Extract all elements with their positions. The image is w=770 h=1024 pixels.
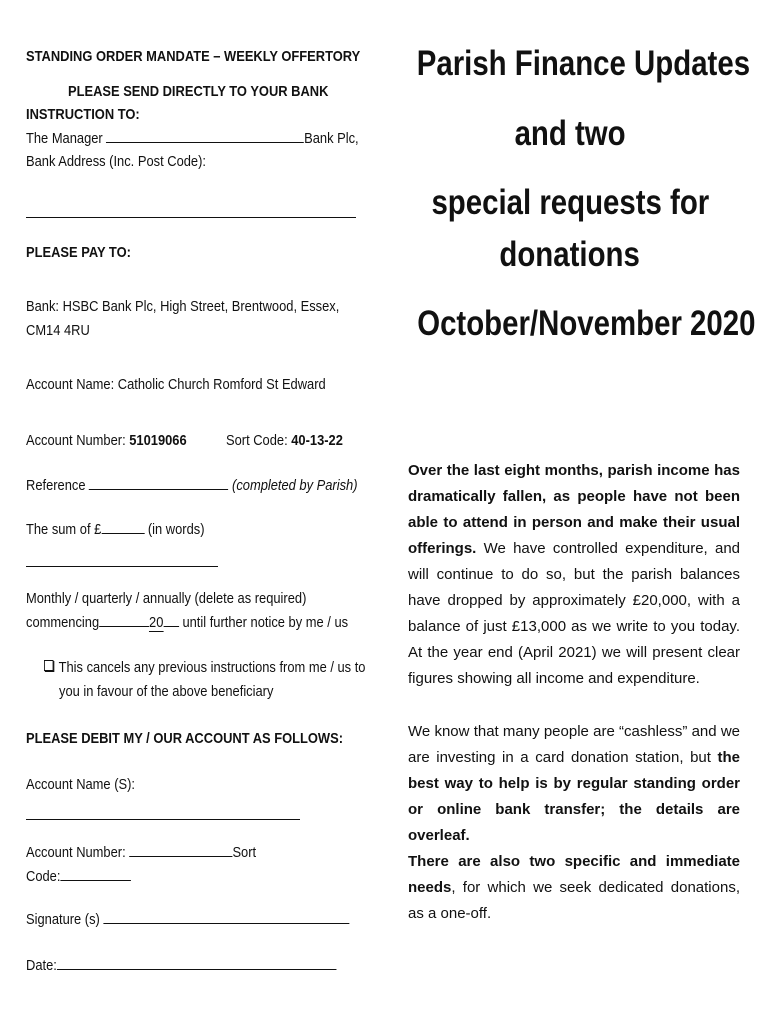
debit-account-number-label: Account Number:: [26, 844, 126, 861]
debit-sort-label-b: Code:: [26, 868, 61, 885]
title-line5: October/November 2020: [417, 304, 756, 343]
form-subheading: PLEASE SEND DIRECTLY TO YOUR BANK: [68, 83, 329, 100]
instruction-to-label: INSTRUCTION TO:: [26, 106, 140, 123]
sum-words-field[interactable]: [26, 566, 218, 567]
date-field[interactable]: [57, 955, 337, 970]
debit-account-name-field[interactable]: [26, 819, 300, 820]
bank-address-label: Bank Address (Inc. Post Code):: [26, 153, 206, 170]
debit-account-name-label: Account Name (S):: [26, 776, 135, 793]
debit-account-number-field[interactable]: [129, 842, 232, 857]
cashless-paragraph-start: We know that many people are “cashless” and we are investing in a card donation station, but: [408, 723, 740, 766]
title-line2: and two: [514, 114, 626, 153]
manager-line: [26, 128, 359, 150]
debit-heading: PLEASE DEBIT MY / OUR ACCOUNT AS FOLLOWS:: [26, 730, 344, 747]
manager-field[interactable]: [106, 128, 304, 143]
commencing-line: [26, 612, 348, 634]
frequency-text: Monthly / quarterly / annually (delete as required): [26, 590, 307, 607]
title-line3: special requests for: [431, 183, 709, 222]
debit-sort-code-field[interactable]: [60, 866, 131, 881]
date-label: Date:: [26, 957, 57, 974]
date-line: [26, 955, 336, 977]
debit-sort-label-a: Sort: [232, 844, 257, 861]
payee-bank-line2: CM14 4RU: [26, 322, 90, 339]
income-paragraph: [408, 458, 740, 692]
commencing-year: 20: [149, 614, 164, 631]
debit-sort-code-line: [26, 866, 131, 888]
cancel-line2: you in favour of the above beneficiary: [59, 683, 274, 700]
sort-code-value: 40-13-22: [291, 432, 343, 449]
payee-bank-line1: Bank: HSBC Bank Plc, High Street, Brentwood, Essex,: [26, 298, 340, 315]
cancel-checkbox[interactable]: [44, 660, 53, 671]
reference-note: (completed by Parish): [232, 477, 358, 494]
cashless-paragraph: [408, 719, 740, 849]
income-paragraph-bold: Over the last eight months, parish income has dramatically fallen, as people have not been able to attend in person and make their usual offerings.: [408, 462, 740, 557]
signature-line: [26, 909, 349, 931]
sum-suffix: (in words): [147, 521, 205, 538]
commencing-year-field[interactable]: [163, 612, 178, 627]
needs-paragraph-rest: , for which we seek dedicated donations, as a one-off.: [408, 879, 740, 922]
sort-code-label: Sort Code:: [226, 432, 292, 449]
cashless-paragraph-bold: the best way to help is by regular standing order or online bank transfer; the details are overleaf.: [408, 749, 740, 844]
title-line4: donations: [499, 235, 641, 274]
debit-account-number-line: [26, 842, 256, 864]
cancel-text-1: This cancels any previous instructions from me / us to: [58, 659, 366, 676]
income-paragraph-rest: We have controlled expenditure, and will continue to do so, but the parish balances have dropped by approximately £20,000, with a balance of just £13,000 as we write to you today. At the year end (April 2021) we will present clear figures showing all income and expenditure.: [408, 540, 740, 687]
reference-label: Reference: [26, 477, 86, 494]
cancel-line1: [44, 657, 365, 679]
payee-account-number: [26, 430, 187, 452]
reference-field[interactable]: [89, 475, 228, 490]
payee-sort-code: [226, 430, 343, 452]
sum-line: [26, 519, 205, 541]
manager-prefix: The Manager: [26, 130, 103, 147]
signature-label: Signature (s): [26, 911, 100, 928]
title-line1: Parish Finance Updates: [416, 44, 751, 83]
commencing-prefix: commencing: [26, 614, 100, 631]
signature-field[interactable]: [103, 909, 349, 924]
commencing-suffix: until further notice by me / us: [182, 614, 349, 631]
please-pay-to-label: PLEASE PAY TO:: [26, 244, 131, 261]
manager-suffix: Bank Plc,: [304, 130, 359, 147]
account-number-label: Account Number:: [26, 432, 130, 449]
needs-paragraph: [408, 849, 740, 927]
sum-amount-field[interactable]: [101, 519, 144, 534]
bank-address-field[interactable]: [26, 217, 356, 218]
reference-line: [26, 475, 358, 497]
account-number-value: 51019066: [129, 432, 187, 449]
needs-paragraph-bold: There are also two specific and immediate needs: [408, 853, 740, 896]
payee-account-name: Account Name: Catholic Church Romford St Edward: [26, 376, 326, 393]
commencing-date-field[interactable]: [99, 612, 149, 627]
form-heading: STANDING ORDER MANDATE – WEEKLY OFFERTORY: [26, 48, 361, 65]
sum-prefix: The sum of £: [26, 521, 102, 538]
